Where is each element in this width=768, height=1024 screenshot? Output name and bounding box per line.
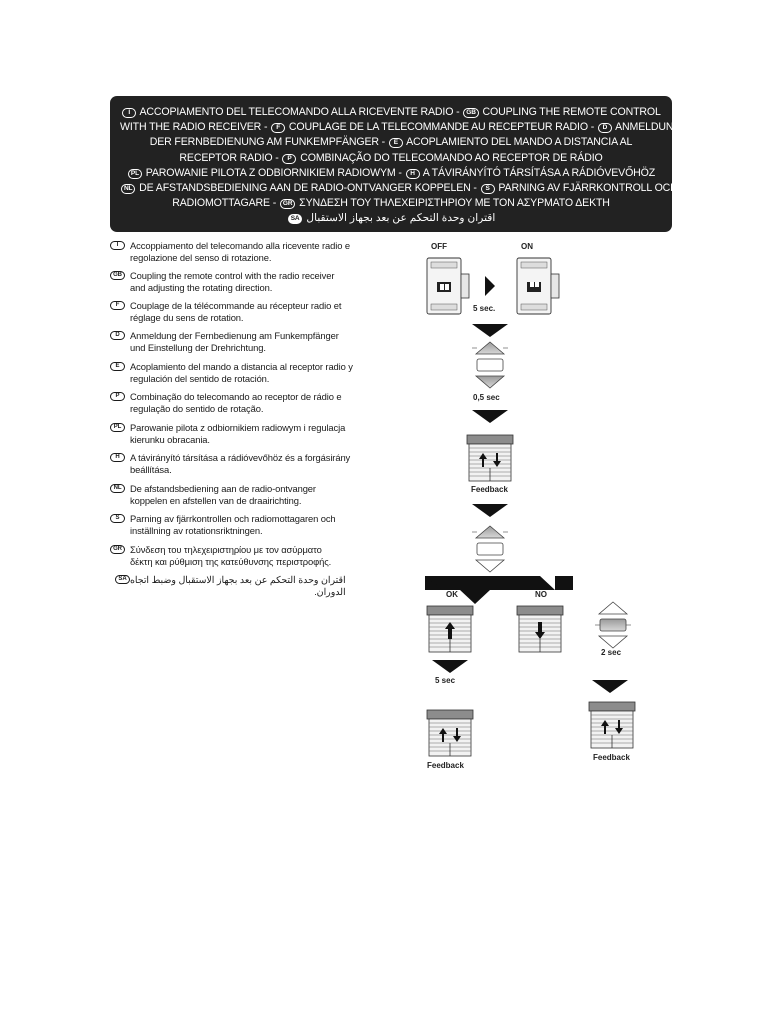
- arrow-down-icon: [472, 324, 508, 337]
- language-description: A távirányító társítása a rádióvevőhöz és a forgásirány beállítása.: [130, 452, 351, 475]
- remote-up-down-icon: [472, 342, 508, 388]
- procedure-diagram: [415, 238, 675, 778]
- language-item: [110, 300, 372, 323]
- banner-line: [120, 196, 662, 211]
- language-description: اقتران وحدة التحكم عن بعد بجهاز الاستقبال وضبط اتجاه الدوران.: [130, 574, 346, 597]
- language-badge: P: [282, 154, 296, 164]
- language-item: [110, 391, 372, 414]
- breaker-off-icon: [427, 258, 469, 314]
- language-badge: D: [110, 331, 125, 340]
- banner-text: RADIOMOTTAGARE -: [172, 197, 279, 210]
- banner-line: [120, 166, 662, 181]
- language-item: [110, 240, 372, 263]
- language-badge: S: [110, 514, 125, 523]
- language-badge: P: [110, 392, 125, 401]
- feedback-label-3: Feedback: [593, 753, 630, 762]
- banner-line: [120, 211, 662, 226]
- language-badge: NL: [110, 484, 125, 493]
- language-item: [110, 544, 372, 567]
- arrow-right-icon: [485, 276, 495, 296]
- banner-text: PARNING AV FJÄRRKONTROLL OCH: [495, 182, 678, 195]
- language-badge: GB: [110, 271, 125, 280]
- remote-up-icon: [472, 526, 508, 572]
- language-badge: SA: [288, 214, 303, 224]
- feedback-label-2: Feedback: [427, 761, 464, 770]
- language-description: Combinação do telecomando ao receptor de rádio e regulação do sentido de rotação.: [130, 391, 342, 414]
- language-badge: PL: [128, 169, 142, 179]
- shutter-feedback-no-icon: [589, 702, 635, 748]
- language-description: Accoppiamento del telecomando alla ricevente radio e regolazione del senso di rotazione.: [130, 240, 350, 263]
- banner-line: [120, 105, 662, 120]
- banner-text: PAROWANIE PILOTA Z ODBIORNIKIEM RADIOWYM -: [142, 166, 405, 179]
- language-description: Couplage de la télécommande au récepteur radio et réglage du sens de rotation.: [130, 300, 342, 323]
- language-badge: D: [598, 123, 612, 133]
- language-description: Σύνδεση του τηλεχειριστηρίου με τον ασύρματο δέκτη και ρύθμιση της κατεύθυνσης περιστροφής.: [130, 544, 332, 567]
- language-description: Coupling the remote control with the radio receiver and adjusting the rotating direction.: [130, 270, 335, 293]
- banner-text: A TÁVIRÁNYÍTÓ TÁRSÍTÁSA A RÁDIÓVEVŐHÖZ: [420, 166, 656, 179]
- language-badge: H: [406, 169, 420, 179]
- language-description: Anmeldung der Fernbedienung am Funkempfänger und Einstellung der Drehrichtung.: [130, 330, 339, 353]
- banner-line: [120, 135, 662, 150]
- language-item: [110, 330, 372, 353]
- language-badge: GR: [110, 545, 125, 554]
- arrow-down-icon: [472, 410, 508, 423]
- banner-text: COUPLING THE REMOTE CONTROL: [479, 106, 661, 118]
- banner-text: DER FERNBEDIENUNG AM FUNKEMPFÄNGER -: [149, 136, 388, 149]
- language-badge: GR: [280, 199, 295, 209]
- language-item: [110, 513, 372, 536]
- language-description: Acoplamiento del mando a distancia al receptor radio y regulación del sentido de rotación.: [130, 361, 353, 384]
- language-item: [110, 452, 372, 475]
- no-label: NO: [535, 590, 547, 599]
- banner-text: DE AFSTANDSBEDIENING AAN DE RADIO-ONTVANGER KOPPELEN -: [136, 182, 480, 195]
- remote-stop-icon: [595, 602, 631, 648]
- banner-line: [120, 181, 678, 196]
- breaker-on-icon: [517, 258, 559, 314]
- banner-line: [120, 120, 682, 135]
- banner-text: COMBINAÇÃO DO TELECOMANDO AO RECEPTOR DE RÁDIO: [297, 151, 603, 164]
- language-badge: I: [110, 241, 125, 250]
- banner-text: ΣΥΝΔΕΣΗ ΤΟΥ ΤΗΛΕΧΕΙΡΙΣΤΗΡΙΟΥ ΜΕ ΤΟΝ ΑΣΥΡΜΑΤΟ ΔΕΚΤΗ: [296, 197, 610, 210]
- on-label: ON: [521, 242, 533, 251]
- procedure-diagram-graphic: [415, 238, 675, 778]
- five-sec-label-2: 5 sec: [435, 676, 456, 685]
- language-badge: PL: [110, 423, 125, 432]
- half-sec-label: 0,5 sec: [473, 393, 500, 402]
- banner-text: اقتران وحدة التحكم عن بعد بجهاز الاستقبال: [303, 212, 496, 225]
- off-label: OFF: [431, 242, 447, 251]
- language-badge: I: [122, 108, 136, 118]
- language-badge: E: [389, 138, 403, 148]
- language-badge: SA: [115, 575, 130, 584]
- feedback-label: Feedback: [471, 485, 508, 494]
- shutter-ok-icon: [427, 606, 473, 652]
- banner-text: ANMELDUNG: [612, 121, 682, 134]
- arrow-down-icon: [472, 504, 508, 517]
- language-description: Parning av fjärrkontrollen och radiomottagaren och inställning av rotationsriktningen.: [130, 513, 336, 536]
- language-badge: GB: [463, 108, 478, 118]
- banner-text: RECEPTOR RADIO -: [179, 151, 282, 164]
- language-badge: F: [110, 301, 125, 310]
- language-description: Parowanie pilota z odbiornikiem radiowym i regulacja kierunku obracania.: [130, 422, 346, 445]
- banner-text: ACCOPIAMENTO DEL TELECOMANDO ALLA RICEVENTE RADIO -: [137, 106, 463, 118]
- arrow-down-icon: [592, 680, 628, 693]
- banner-text: ACOPLAMIENTO DEL MANDO A DISTANCIA AL: [403, 136, 633, 149]
- language-item: [110, 361, 372, 384]
- banner-text: WITH THE RADIO RECEIVER -: [120, 121, 271, 134]
- arrow-down-icon: [432, 660, 468, 673]
- five-sec-label: 5 sec.: [473, 304, 496, 313]
- language-item: [110, 422, 372, 445]
- title-banner: [110, 96, 682, 232]
- language-badge: E: [110, 362, 125, 371]
- language-badge: F: [271, 123, 285, 133]
- language-badge: H: [110, 453, 125, 462]
- language-item: [110, 483, 372, 506]
- shutter-feedback-icon: [467, 435, 513, 481]
- language-item: [110, 270, 372, 293]
- shutter-feedback-ok-icon: [427, 710, 473, 756]
- banner-line: [120, 151, 662, 166]
- language-description: De afstandsbediening aan de radio-ontvanger koppelen en afstellen van de draairichting.: [130, 483, 316, 506]
- language-item: [110, 574, 372, 597]
- shutter-no-icon: [517, 606, 563, 652]
- language-badge: S: [481, 184, 495, 194]
- ok-label: OK: [446, 590, 458, 599]
- two-sec-label: 2 sec: [601, 648, 622, 657]
- language-badge: NL: [121, 184, 135, 194]
- banner-text: COUPLAGE DE LA TELECOMMANDE AU RECEPTEUR RADIO -: [286, 121, 597, 134]
